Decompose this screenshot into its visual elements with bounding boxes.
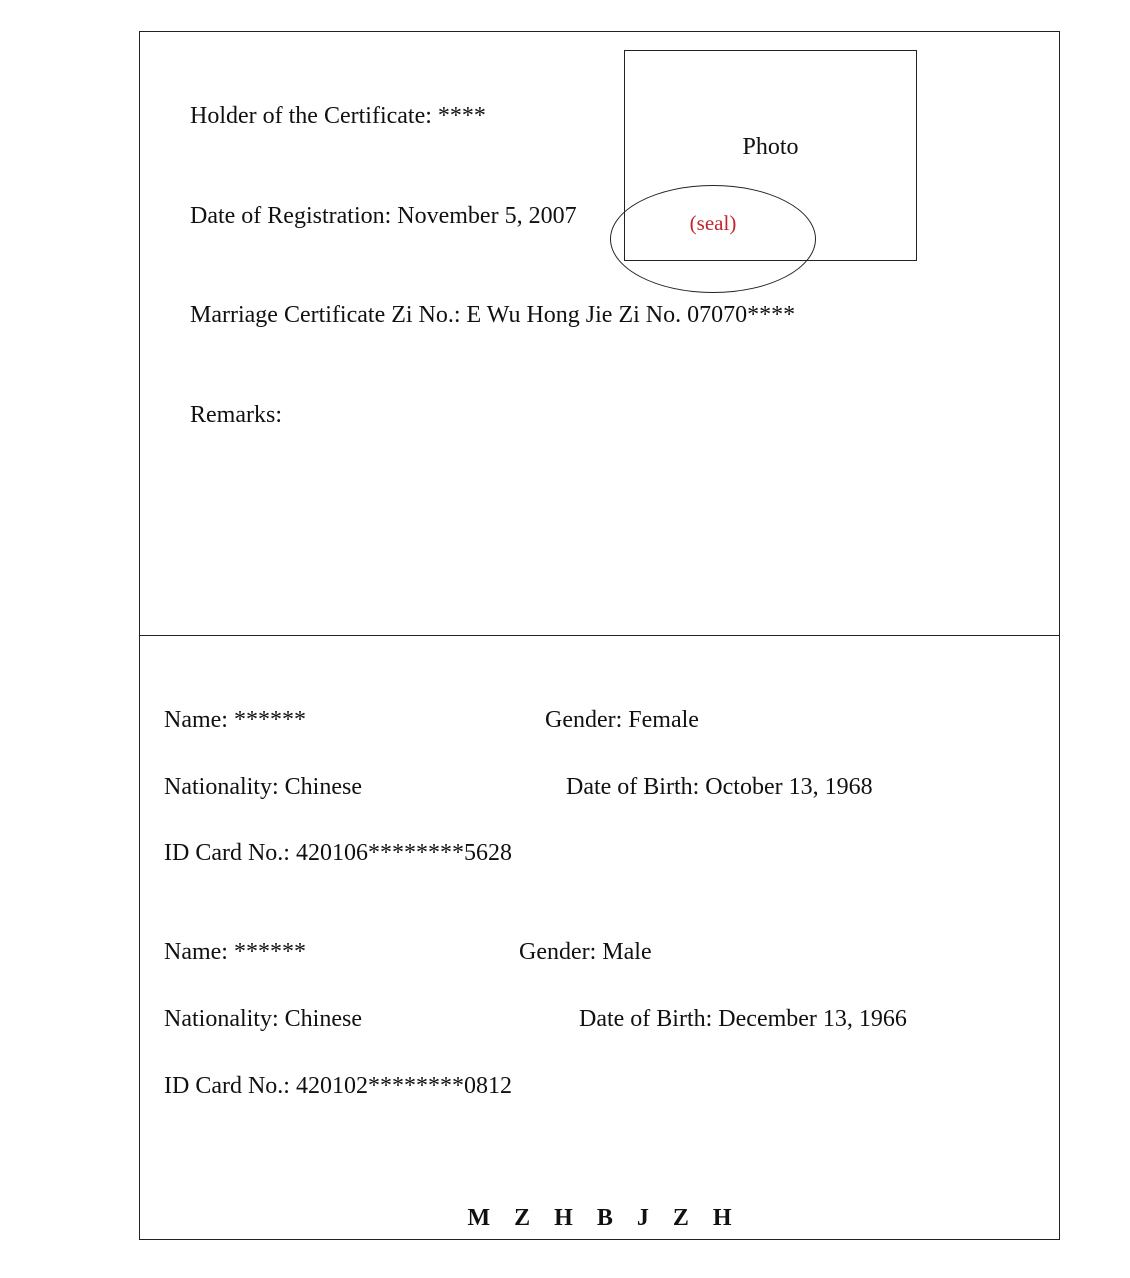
footer-letter: M — [467, 1205, 491, 1231]
footer-letter: Z — [672, 1205, 689, 1231]
person-1-id-card: ID Card No.: 420106********5628 — [164, 840, 512, 866]
person-1-gender: Gender: Female — [545, 707, 699, 733]
person-2-date-of-birth: Date of Birth: December 13, 1966 — [579, 1006, 907, 1032]
footer-letter: B — [596, 1205, 613, 1231]
person-2-name: Name: ****** — [164, 939, 306, 965]
footer-code — [140, 1204, 1059, 1232]
footer-letter: H — [554, 1205, 573, 1231]
person-1-date-of-birth: Date of Birth: October 13, 1968 — [566, 774, 873, 800]
seal-label: (seal) — [689, 211, 737, 235]
certificate-number-field: Marriage Certificate Zi No.: E Wu Hong Jie Zi No. 07070**** — [190, 302, 796, 328]
photo-label: Photo — [742, 134, 799, 160]
footer-letter: Z — [514, 1205, 531, 1231]
person-1-name: Name: ****** — [164, 707, 306, 733]
remarks-field: Remarks: — [190, 402, 282, 428]
footer-letter: H — [712, 1205, 732, 1231]
person-2-id-card: ID Card No.: 420102********0812 — [164, 1073, 512, 1099]
registration-date-field: Date of Registration: November 5, 2007 — [190, 203, 577, 229]
section-divider — [140, 635, 1059, 636]
person-2-nationality: Nationality: Chinese — [164, 1006, 362, 1032]
official-seal — [610, 185, 816, 293]
holder-field: Holder of the Certificate: **** — [190, 103, 486, 129]
footer-letter: J — [636, 1205, 649, 1231]
marriage-certificate — [139, 31, 1060, 1240]
person-2-gender: Gender: Male — [519, 939, 652, 965]
person-1-nationality: Nationality: Chinese — [164, 774, 362, 800]
